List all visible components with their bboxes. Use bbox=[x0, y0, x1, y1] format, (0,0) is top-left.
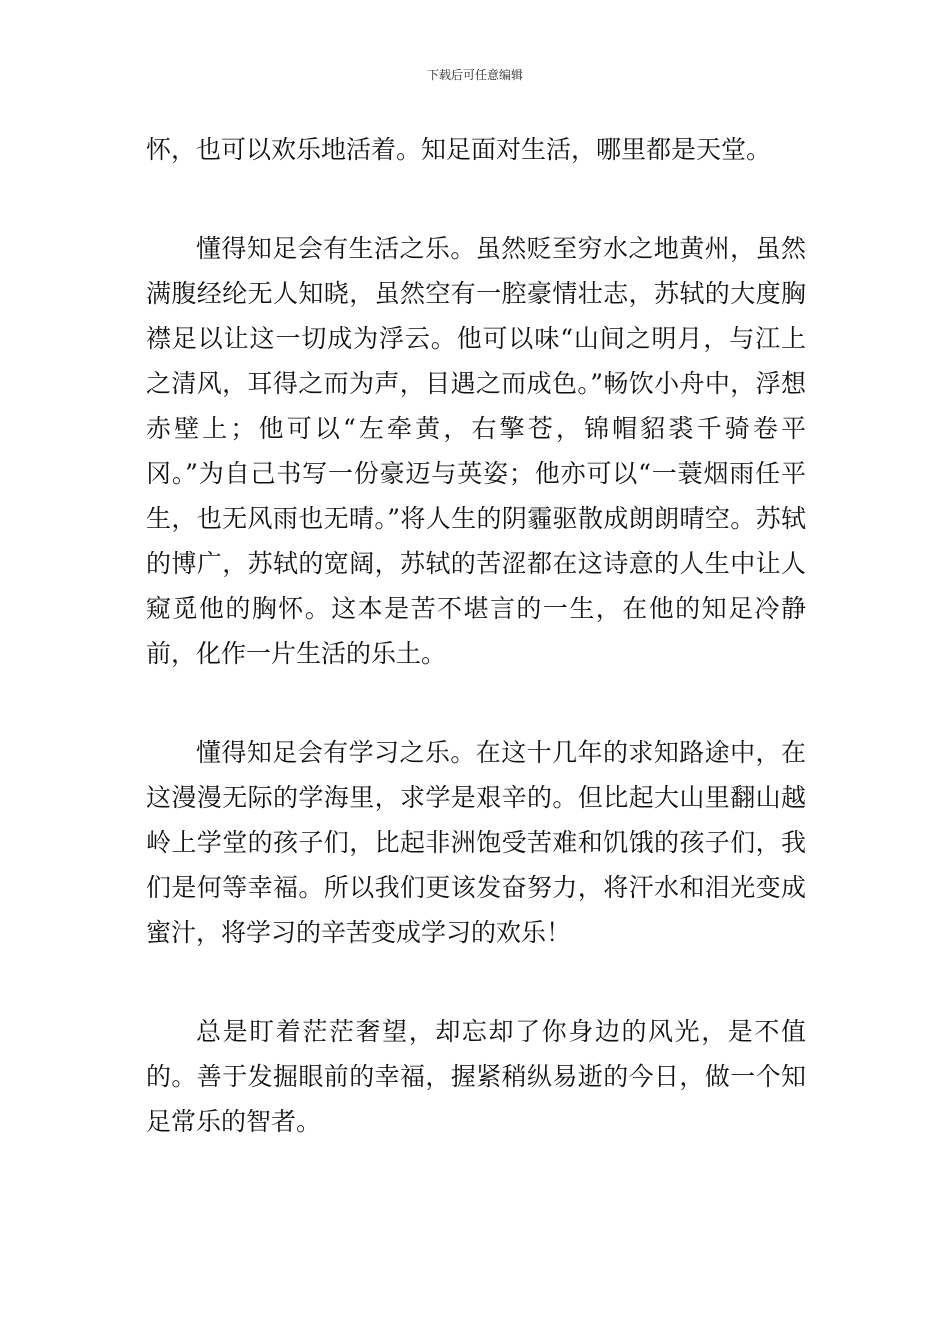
paragraph-study-joy: 懂得知足会有学习之乐。在这十几年的求知路途中，在这漫漫无际的学海里，求学是艰辛的。但比起大山里翻山越岭上学堂的孩子们，比起非洲饱受苦难和饥饿的孩子们，我们是何等幸福。所以我们更该发奋努力，将汗水和泪光变成蜜汁，将学习的辛苦变成学习的欢乐！ bbox=[146, 738, 806, 947]
paragraph-gap bbox=[146, 676, 806, 730]
page-header: 下载后可任意编辑 bbox=[426, 68, 523, 82]
paragraph-life-joy: 懂得知足会有生活之乐。虽然贬至穷水之地黄州，虽然满腹经纶无人知晓，虽然空有一腔豪情壮志，苏轼的大度胸襟足以让这一切成为浮云。他可以味“山间之明月，与江上之清风，耳得之而为声，目遇之而成色。”畅饮小舟中，浮想赤壁上；他可以“左牵黄，右擎苍，锦帽貂裘千骑卷平冈。”为自己书写一份豪迈与英姿；他亦可以“一蓑烟雨任平生，也无风雨也无晴。”将人生的阴霾驱散成朗朗晴空。苏轼的博广，苏轼的宽阔，苏轼的苦涩都在这诗意的人生中让人窥觅他的胸怀。这本是苦不堪言的一生，在他的知足冷静前，化作一片生活的乐土。 bbox=[146, 234, 806, 668]
paragraph-continuation: 怀，也可以欢乐地活着。知足面对生活，哪里都是天堂。 bbox=[146, 135, 772, 164]
paragraph-gap bbox=[146, 172, 806, 226]
paragraph-gap bbox=[146, 955, 806, 1009]
document-body bbox=[146, 127, 806, 1144]
paragraph-conclusion: 总是盯着茫茫奢望，却忘却了你身边的风光，是不值的。善于发掘眼前的幸福，握紧稍纵易逝的今日，做一个知足常乐的智者。 bbox=[146, 1017, 806, 1136]
